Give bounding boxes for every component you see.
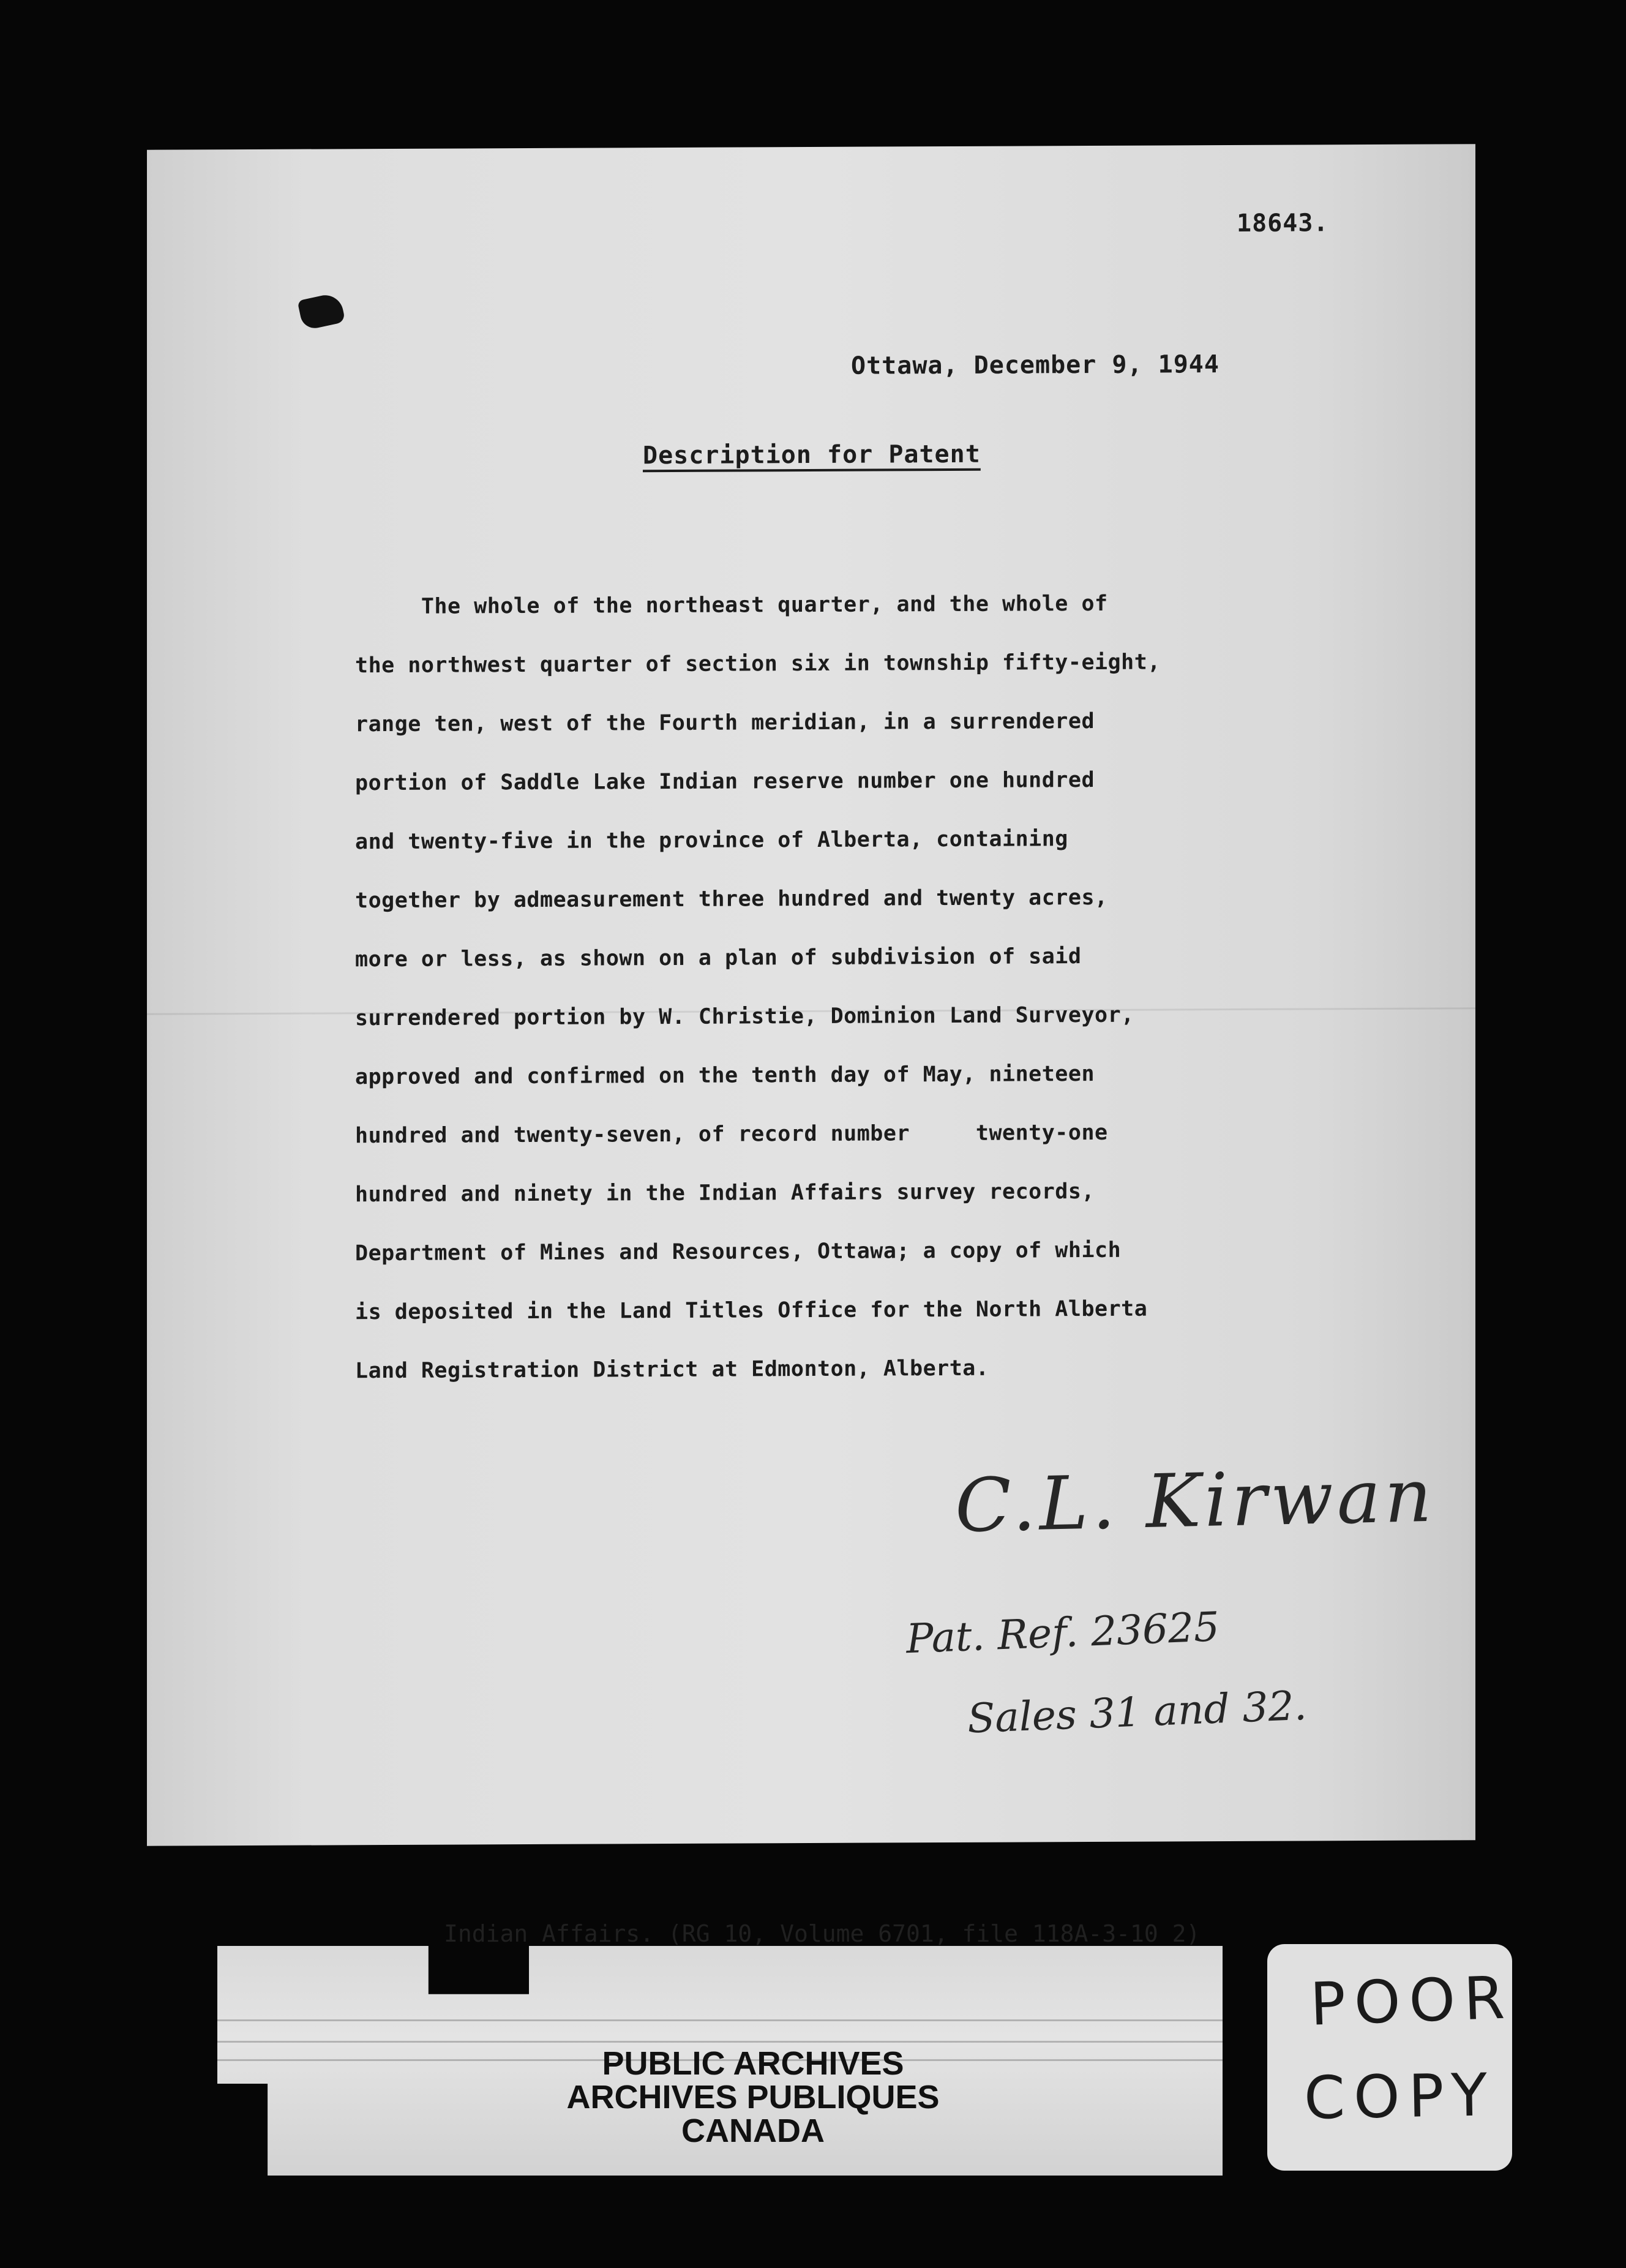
archive-name-english: PUBLIC ARCHIVES: [602, 2045, 904, 2082]
body-line: the northwest quarter of section six in township fifty-eight,: [355, 650, 1161, 678]
archive-country: CANADA: [681, 2112, 825, 2149]
document-body: [355, 573, 1457, 1400]
handwritten-signature: C.L. Kirwan: [954, 1453, 1436, 1549]
ink-smudge: [298, 292, 346, 331]
body-line: together by admeasurement three hundred and twenty acres,: [355, 885, 1108, 914]
body-line: range ten, west of the Fourth meridian, in a surrendered: [355, 708, 1095, 737]
document-title: Description for Patent: [643, 440, 981, 470]
poor-copy-line-2: COPY: [1303, 2060, 1496, 2133]
body-line: is deposited in the Land Titles Office for the North Alberta: [355, 1296, 1148, 1325]
body-line: surrendered portion by W. Christie, Dominion Land Surveyor,: [355, 1002, 1134, 1031]
body-line: portion of Saddle Lake Indian reserve number one hundred: [355, 767, 1095, 796]
document-number: 18643.: [1237, 209, 1329, 238]
body-line: Department of Mines and Resources, Ottawa; a copy of which: [355, 1237, 1122, 1266]
document-sheet: [147, 144, 1475, 1846]
handwritten-patent-reference: Pat. Ref. 23625: [905, 1603, 1221, 1663]
body-line: hundred and twenty-seven, of record number twenty-one: [355, 1120, 1108, 1149]
archive-name-french: ARCHIVES PUBLIQUES: [566, 2079, 940, 2116]
body-line: Land Registration District at Edmonton, Alberta.: [355, 1356, 989, 1384]
strip-divider: [217, 2019, 1223, 2021]
document-date: Ottawa, December 9, 1944: [851, 350, 1220, 380]
poor-copy-line-1: POOR: [1309, 1963, 1515, 2039]
body-line: The whole of the northeast quarter, and the whole of: [355, 591, 1108, 620]
handwritten-sales-note: Sales 31 and 32.: [966, 1681, 1308, 1743]
fonds-reference: Indian Affairs. (RG 10, Volume 6701, file 118A-3-10 2): [444, 1920, 1201, 1947]
body-line: hundred and ninety in the Indian Affairs survey records,: [355, 1179, 1095, 1207]
body-line: approved and confirmed on the tenth day of May, nineteen: [355, 1061, 1095, 1090]
body-line: more or less, as shown on a plan of subdivision of said: [355, 944, 1082, 972]
strip-divider: [217, 2041, 1223, 2043]
body-line: and twenty-five in the province of Alberta, containing: [355, 827, 1068, 855]
